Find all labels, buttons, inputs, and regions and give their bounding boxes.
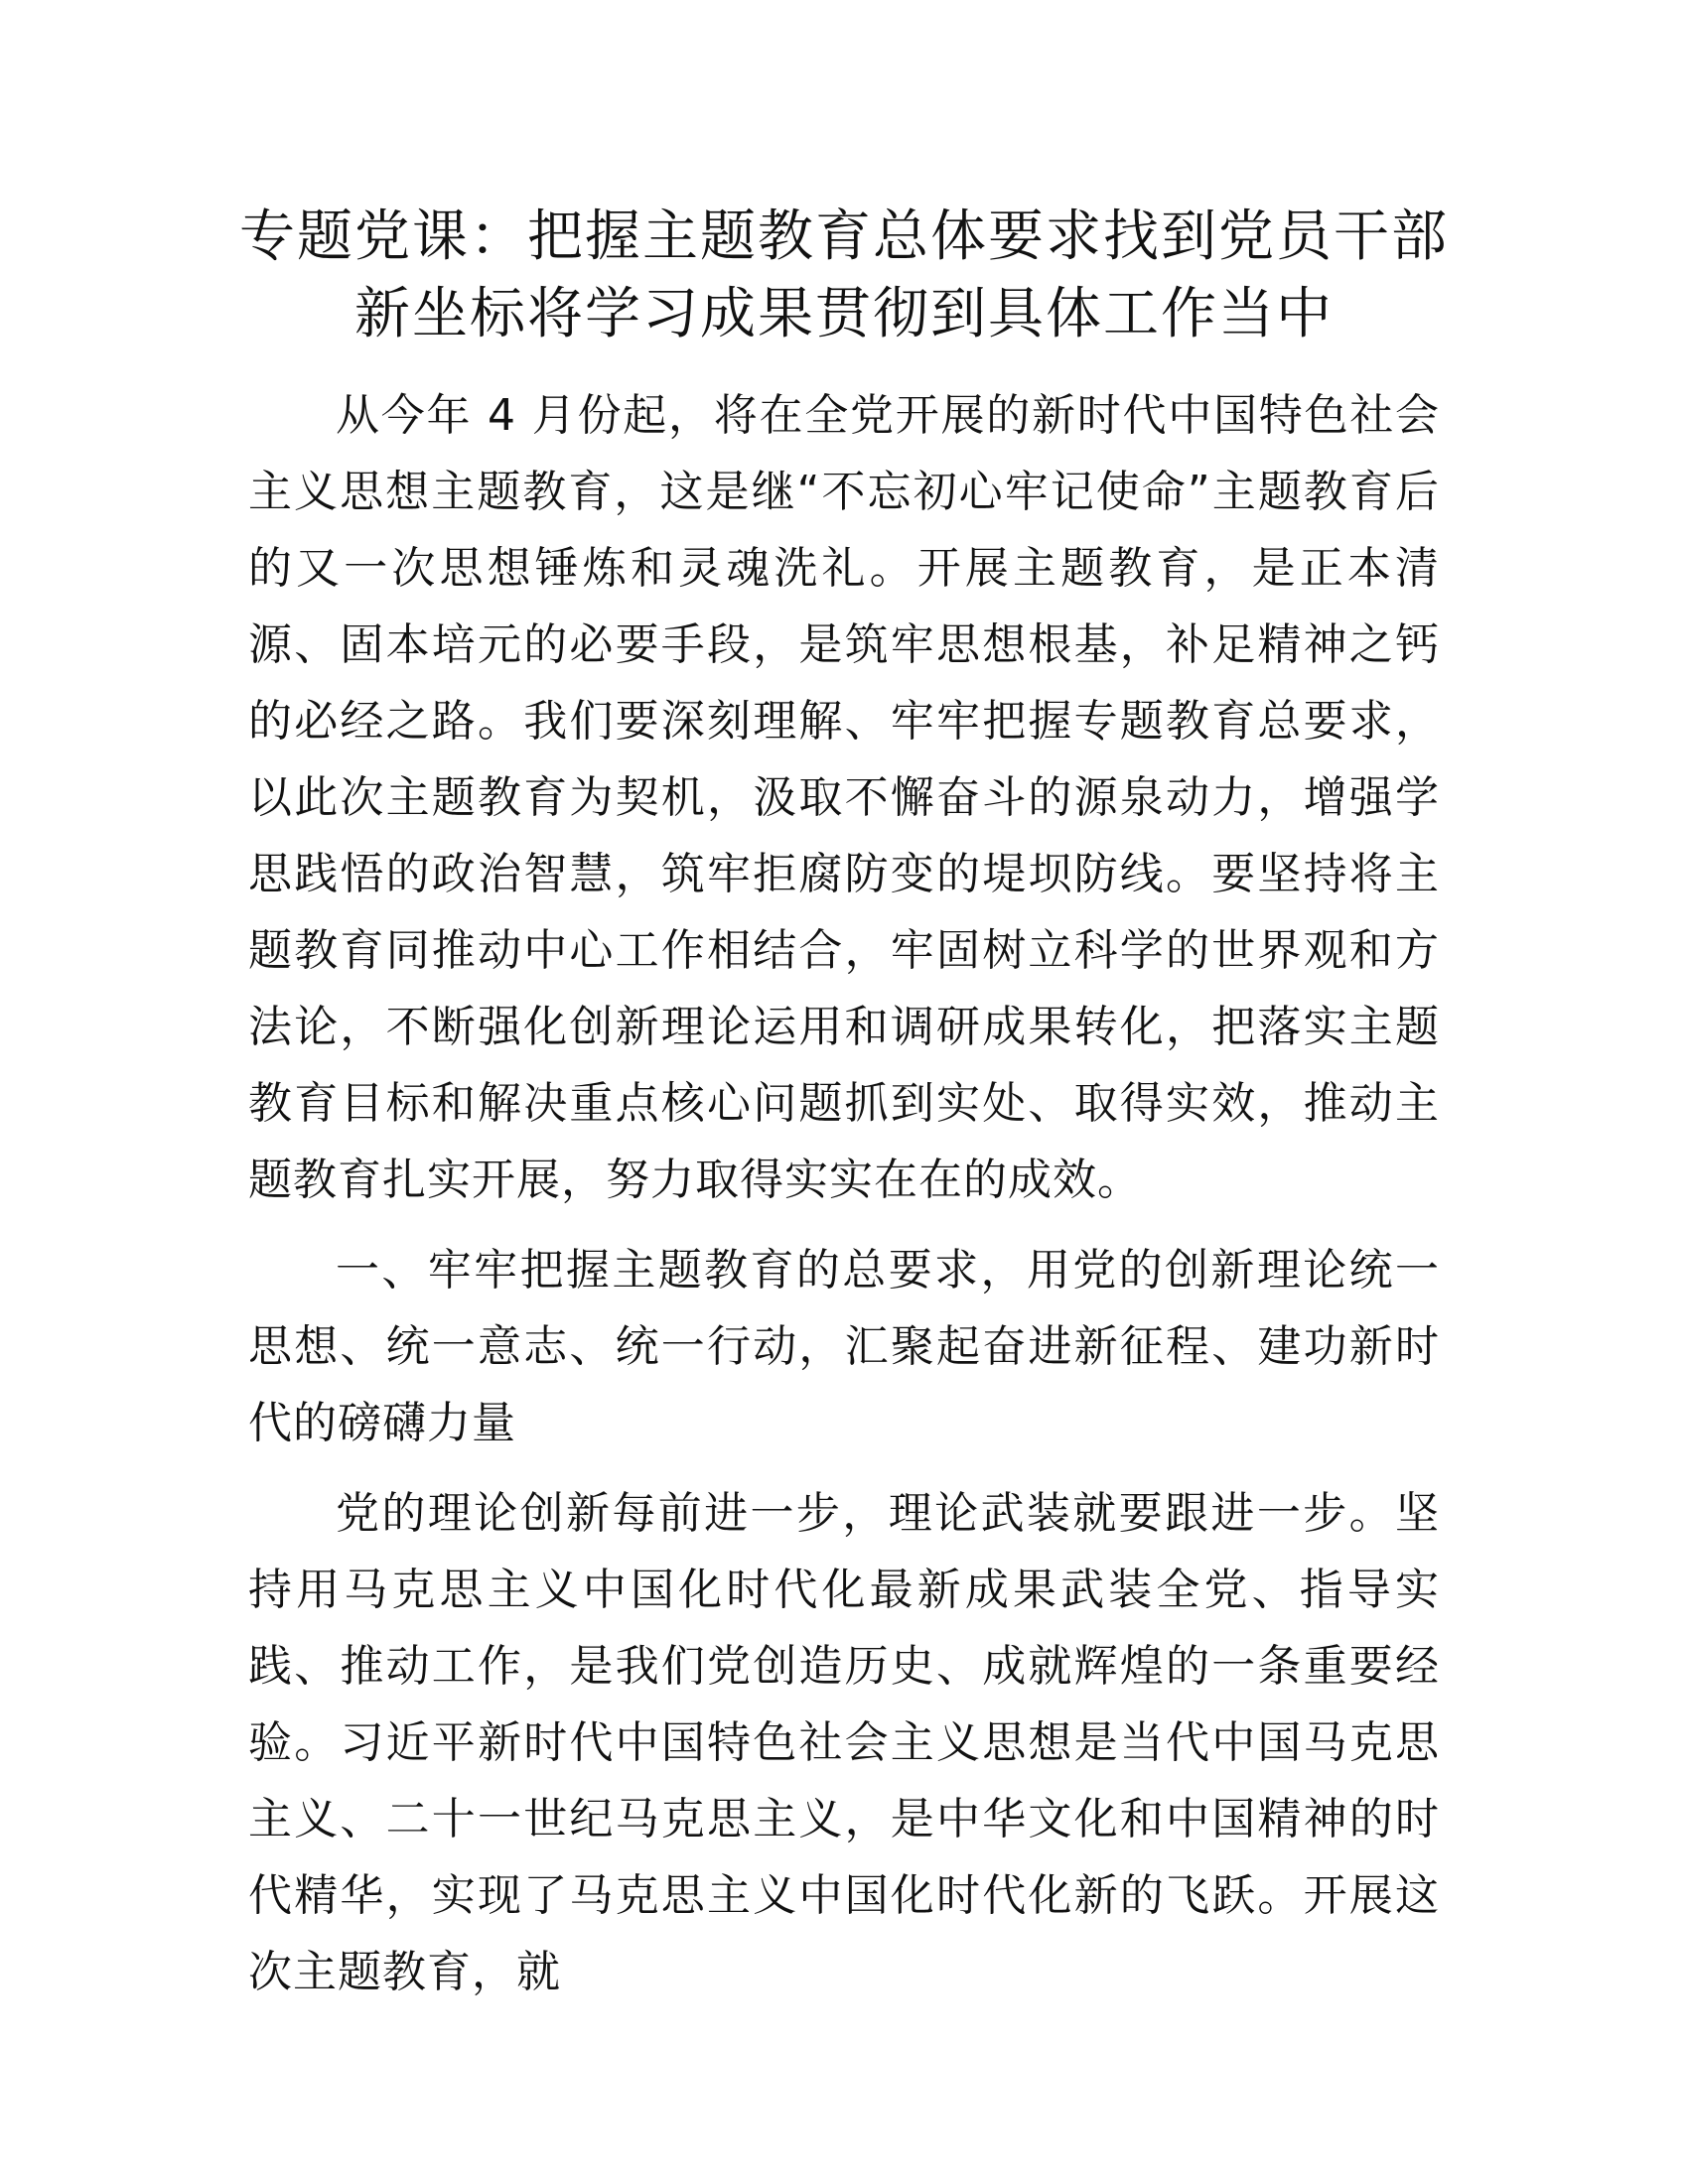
paragraph-section-1: 党的理论创新每前进一步，理论武装就要跟进一步。坚持用马克思主义中国化时代化最新成果武装全党、指导实践、推动工作，是我们党创造历史、成就辉煌的一条重要经验。习近平新时代中国特色社会主义思想是当代中国马克思主义、二十一世纪马克思主义，是中华文化和中国精神的时代精华，实现了马克思主义中国化时代化新的飞跃。开展这次主题教育，就 bbox=[248, 1488, 1440, 1997]
document-body bbox=[248, 377, 1440, 2024]
document-title: 专题党课：把握主题教育总体要求找到党员干部新坐标将学习成果贯彻到具体工作当中 bbox=[239, 205, 1449, 346]
section-heading-1: 一、牢牢把握主题教育的总要求，用党的创新理论统一思想、统一意志、统一行动，汇聚起奋进新征程、建功新时代的磅礴力量 bbox=[248, 1245, 1440, 1448]
paragraph-intro: 从今年 4 月份起，将在全党开展的新时代中国特色社会主义思想主题教育，这是继“不忘初心牢记使命”主题教育后的又一次思想锤炼和灵魂洗礼。开展主题教育，是正本清源、固本培元的必要手段，是筑牢思想根基，补足精神之钙的必经之路。我们要深刻理解、牢牢把握专题教育总要求，以此次主题教育为契机，汲取不懈奋斗的源泉动力，增强学思践悟的政治智慧，筑牢拒腐防变的堤坝防线。要坚持将主题教育同推动中心工作相结合，牢固树立科学的世界观和方法论，不断强化创新理论运用和调研成果转化，把落实主题教育目标和解决重点核心问题抓到实处、取得实效，推动主题教育扎实开展，努力取得实实在在的成效。 bbox=[248, 390, 1440, 1205]
